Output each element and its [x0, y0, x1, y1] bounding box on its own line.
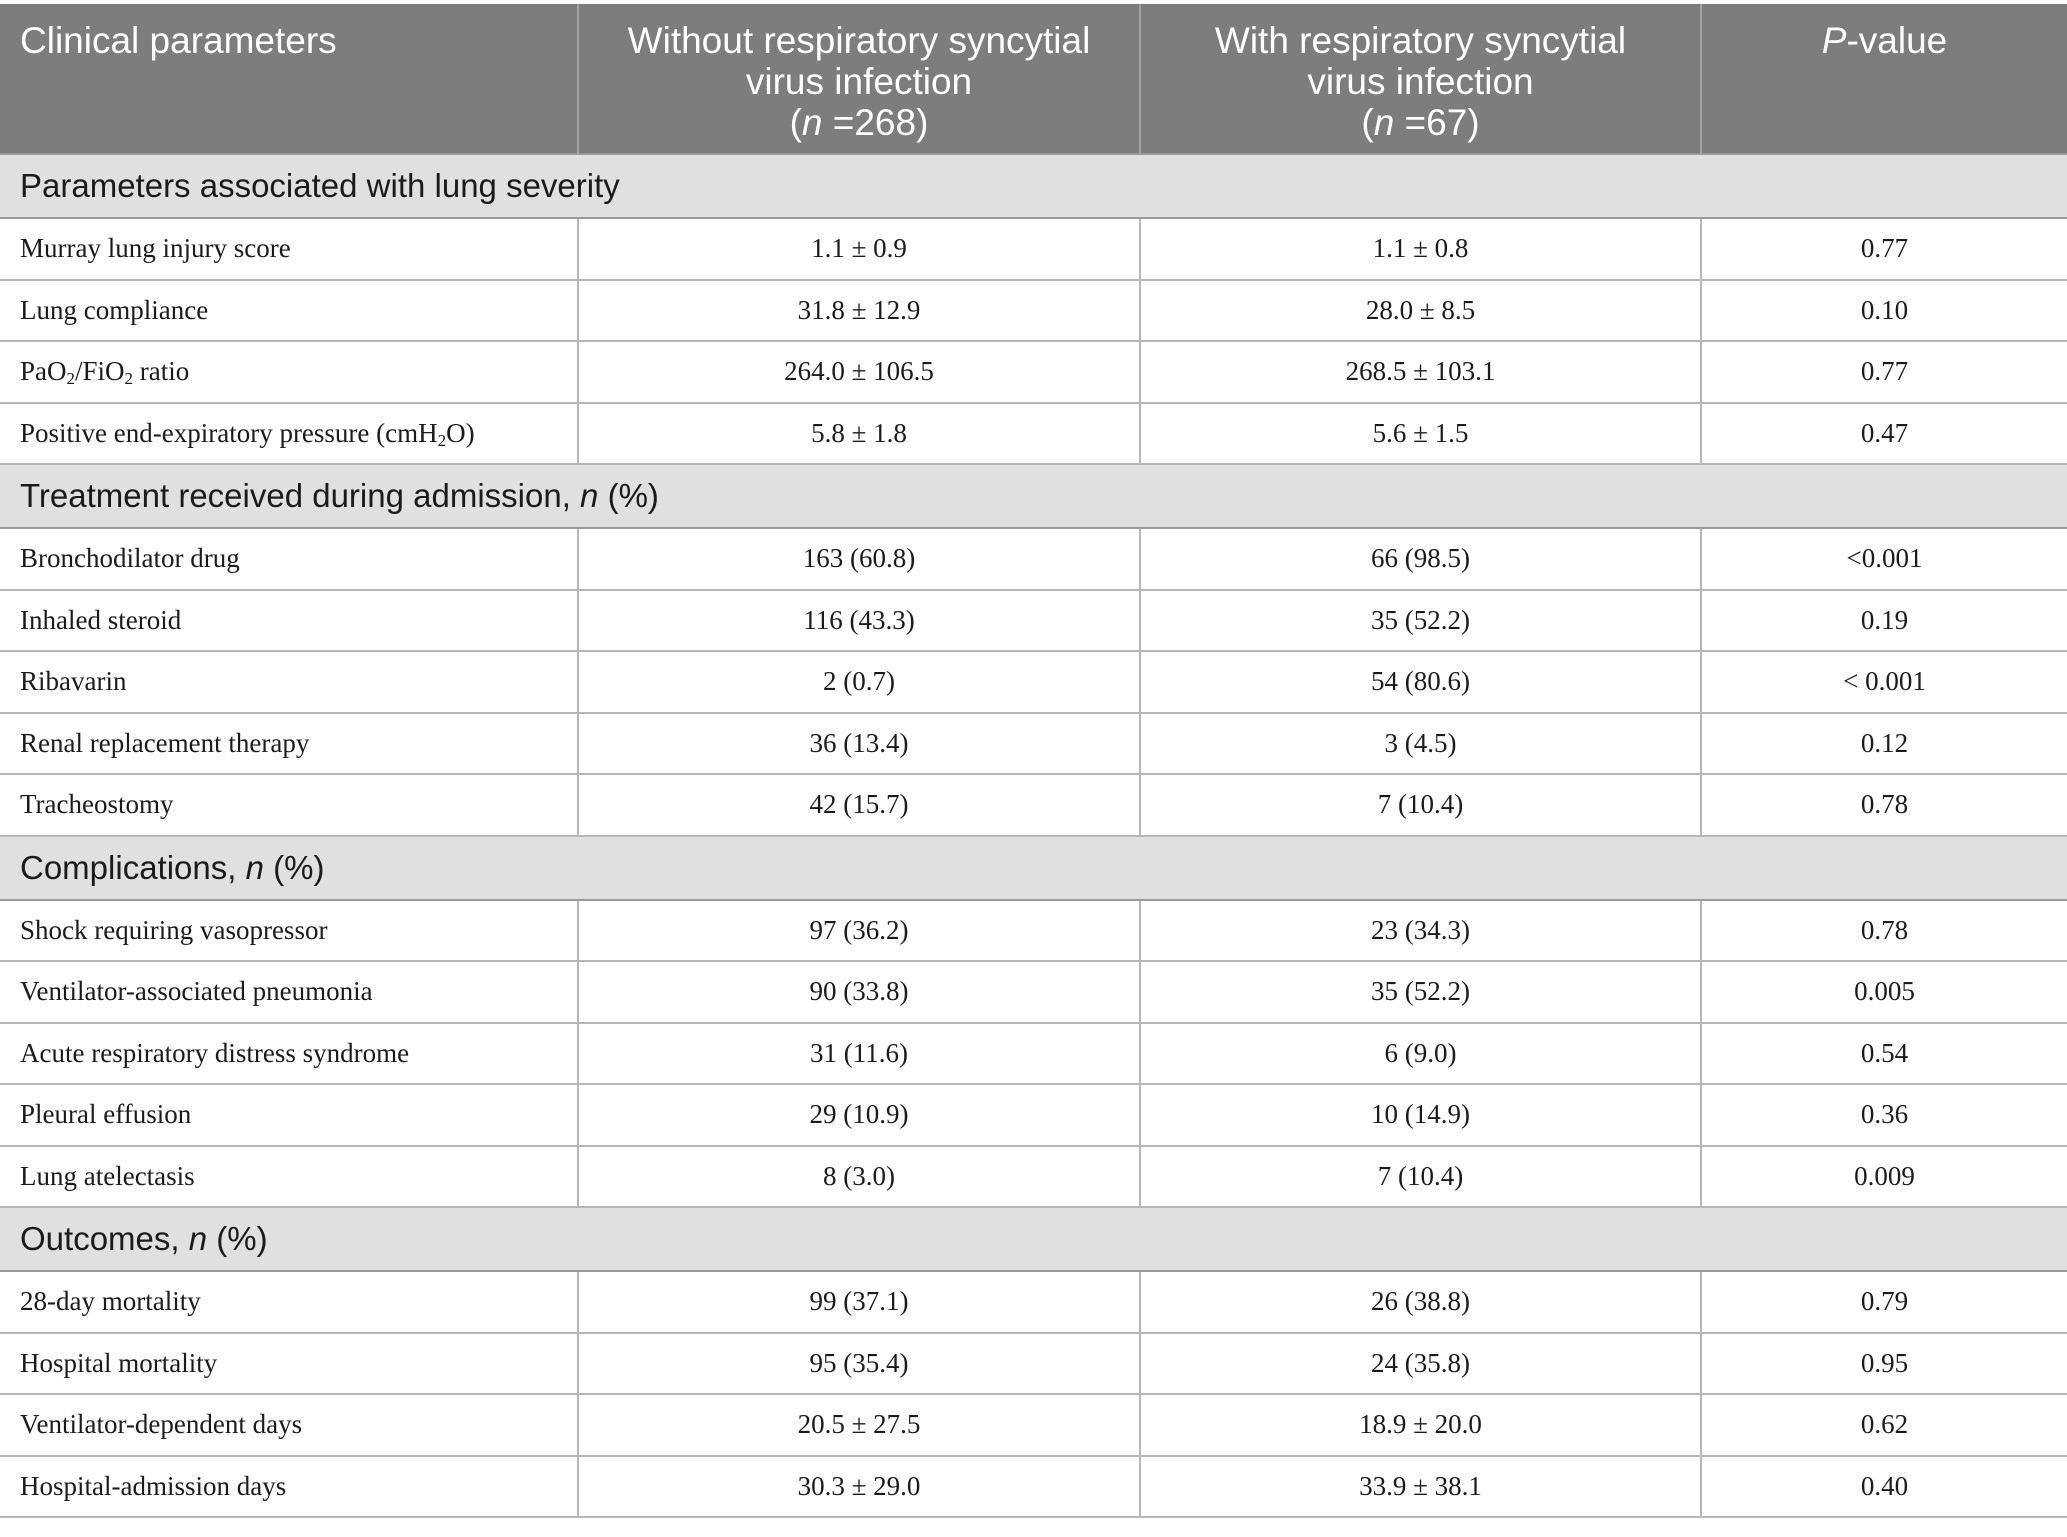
value-without-rsv: 42 (15.7) [578, 774, 1140, 836]
table-row [0, 341, 2067, 403]
clinical-table-container [0, 4, 2067, 1518]
table-row [0, 1023, 2067, 1085]
p-value: <0.001 [1701, 528, 2067, 590]
value-with-rsv: 23 (34.3) [1140, 900, 1701, 962]
p-value: 0.79 [1701, 1271, 2067, 1333]
value-without-rsv: 30.3 ± 29.0 [578, 1456, 1140, 1518]
value-without-rsv: 116 (43.3) [578, 590, 1140, 652]
table-row [0, 1394, 2067, 1456]
value-without-rsv: 1.1 ± 0.9 [578, 218, 1140, 280]
value-without-rsv: 97 (36.2) [578, 900, 1140, 962]
row-label: 28-day mortality [0, 1271, 578, 1333]
p-value: 0.95 [1701, 1333, 2067, 1395]
value-with-rsv: 10 (14.9) [1140, 1084, 1701, 1146]
row-label: Ventilator-dependent days [0, 1394, 578, 1456]
table-row [0, 900, 2067, 962]
p-value: 0.78 [1701, 900, 2067, 962]
value-with-rsv: 7 (10.4) [1140, 774, 1701, 836]
table-row [0, 1333, 2067, 1395]
header-row [0, 4, 2067, 154]
value-without-rsv: 20.5 ± 27.5 [578, 1394, 1140, 1456]
p-value: 0.54 [1701, 1023, 2067, 1085]
value-with-rsv: 1.1 ± 0.8 [1140, 218, 1701, 280]
table-header [0, 4, 2067, 154]
value-with-rsv: 33.9 ± 38.1 [1140, 1456, 1701, 1518]
table-row [0, 774, 2067, 836]
row-label: Pleural effusion [0, 1084, 578, 1146]
row-label: Ventilator-associated pneumonia [0, 961, 578, 1023]
section-title: Treatment received during admission, n (%) [0, 464, 2067, 528]
value-without-rsv: 5.8 ± 1.8 [578, 403, 1140, 465]
header-with-rsv: With respiratory syncytial virus infection (n =67) [1140, 4, 1701, 154]
value-with-rsv: 35 (52.2) [1140, 590, 1701, 652]
table-row [0, 1084, 2067, 1146]
value-with-rsv: 6 (9.0) [1140, 1023, 1701, 1085]
row-label: Hospital mortality [0, 1333, 578, 1395]
section-lung-severity [0, 154, 2067, 218]
table-row [0, 1456, 2067, 1518]
value-with-rsv: 28.0 ± 8.5 [1140, 280, 1701, 342]
header-p-value: P-value [1701, 4, 2067, 154]
p-value: 0.009 [1701, 1146, 2067, 1208]
value-with-rsv: 66 (98.5) [1140, 528, 1701, 590]
value-with-rsv: 3 (4.5) [1140, 713, 1701, 775]
table-row [0, 1271, 2067, 1333]
p-value: 0.005 [1701, 961, 2067, 1023]
value-without-rsv: 163 (60.8) [578, 528, 1140, 590]
p-value: 0.77 [1701, 341, 2067, 403]
value-with-rsv: 268.5 ± 103.1 [1140, 341, 1701, 403]
table-row [0, 528, 2067, 590]
clinical-parameters-table [0, 4, 2067, 1518]
p-value: 0.78 [1701, 774, 2067, 836]
row-label: Tracheostomy [0, 774, 578, 836]
value-without-rsv: 31.8 ± 12.9 [578, 280, 1140, 342]
p-value: 0.77 [1701, 218, 2067, 280]
p-value: 0.36 [1701, 1084, 2067, 1146]
value-without-rsv: 31 (11.6) [578, 1023, 1140, 1085]
value-with-rsv: 35 (52.2) [1140, 961, 1701, 1023]
value-without-rsv: 36 (13.4) [578, 713, 1140, 775]
row-label: Shock requiring vasopressor [0, 900, 578, 962]
value-without-rsv: 95 (35.4) [578, 1333, 1140, 1395]
table-row [0, 713, 2067, 775]
section-title: Parameters associated with lung severity [0, 154, 2067, 218]
p-value: 0.47 [1701, 403, 2067, 465]
value-without-rsv: 99 (37.1) [578, 1271, 1140, 1333]
row-label: Inhaled steroid [0, 590, 578, 652]
p-value: 0.40 [1701, 1456, 2067, 1518]
row-label: Murray lung injury score [0, 218, 578, 280]
p-value: 0.10 [1701, 280, 2067, 342]
value-without-rsv: 264.0 ± 106.5 [578, 341, 1140, 403]
row-label: Positive end-expiratory pressure (cmH$_2$O) [0, 403, 578, 465]
row-label: Renal replacement therapy [0, 713, 578, 775]
p-value: < 0.001 [1701, 651, 2067, 713]
value-with-rsv: 7 (10.4) [1140, 1146, 1701, 1208]
row-label: Acute respiratory distress syndrome [0, 1023, 578, 1085]
section-treatment [0, 464, 2067, 528]
value-with-rsv: 54 (80.6) [1140, 651, 1701, 713]
value-with-rsv: 26 (38.8) [1140, 1271, 1701, 1333]
table-row [0, 961, 2067, 1023]
p-value: 0.19 [1701, 590, 2067, 652]
value-without-rsv: 2 (0.7) [578, 651, 1140, 713]
table-row [0, 1146, 2067, 1208]
table-row [0, 280, 2067, 342]
table-row [0, 651, 2067, 713]
value-without-rsv: 29 (10.9) [578, 1084, 1140, 1146]
table-row [0, 403, 2067, 465]
row-label: PaO$_2$/FiO$_2$ ratio [0, 341, 578, 403]
section-complications [0, 836, 2067, 900]
header-clinical-parameters: Clinical parameters [0, 4, 578, 154]
value-without-rsv: 8 (3.0) [578, 1146, 1140, 1208]
header-without-rsv: Without respiratory syncytial virus infection (n =268) [578, 4, 1140, 154]
section-outcomes [0, 1207, 2067, 1271]
value-with-rsv: 18.9 ± 20.0 [1140, 1394, 1701, 1456]
p-value: 0.12 [1701, 713, 2067, 775]
value-with-rsv: 24 (35.8) [1140, 1333, 1701, 1395]
value-without-rsv: 90 (33.8) [578, 961, 1140, 1023]
section-title: Outcomes, n (%) [0, 1207, 2067, 1271]
value-with-rsv: 5.6 ± 1.5 [1140, 403, 1701, 465]
table-row [0, 218, 2067, 280]
row-label: Lung atelectasis [0, 1146, 578, 1208]
p-value: 0.62 [1701, 1394, 2067, 1456]
row-label: Hospital-admission days [0, 1456, 578, 1518]
row-label: Ribavarin [0, 651, 578, 713]
table-row [0, 590, 2067, 652]
section-title: Complications, n (%) [0, 836, 2067, 900]
row-label: Bronchodilator drug [0, 528, 578, 590]
row-label: Lung compliance [0, 280, 578, 342]
